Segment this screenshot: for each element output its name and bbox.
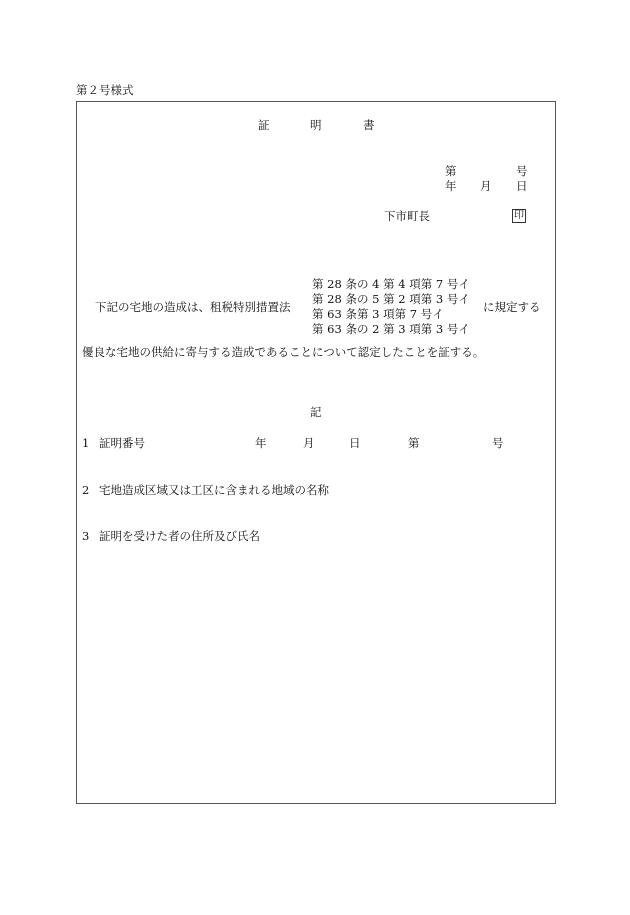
item1-label: 証明番号 xyxy=(99,436,145,450)
title-char-1: 証 xyxy=(258,118,270,132)
title-char-3: 書 xyxy=(363,118,375,132)
item2-label: 宅地造成区域又は工区に含まれる地域の名称 xyxy=(99,483,329,497)
item1-year: 年 xyxy=(255,436,267,450)
statement-suffix: に規定する xyxy=(483,300,541,314)
issuer-name: 下市町長 xyxy=(384,209,430,223)
item1-month: 月 xyxy=(303,436,315,450)
item3-number: 3 xyxy=(82,529,90,543)
title-char-2: 明 xyxy=(310,118,322,132)
item1-number: 1 xyxy=(82,436,90,450)
number-go: 号 xyxy=(516,164,528,178)
form-label: 第２号様式 xyxy=(76,83,134,97)
item3-label: 証明を受けた者の住所及び氏名 xyxy=(99,529,260,543)
item1-go: 号 xyxy=(492,436,504,450)
law-reference-1: 第 28 条の 4 第 4 項第 7 号イ xyxy=(312,277,470,291)
law-reference-2: 第 28 条の 5 第 2 項第 3 号イ xyxy=(312,292,470,306)
date-month: 月 xyxy=(480,179,492,193)
item1-dai: 第 xyxy=(408,436,420,450)
ki-heading: 記 xyxy=(310,405,322,419)
date-year: 年 xyxy=(445,179,457,193)
item1-day: 日 xyxy=(349,436,361,450)
law-reference-4: 第 63 条の 2 第 3 項第 3 号イ xyxy=(312,322,470,336)
statement-line-2: 優良な宅地の供給に寄与する造成であることについて認定したことを証する。 xyxy=(82,345,485,359)
certificate-frame xyxy=(76,101,556,804)
statement-prefix: 下記の宅地の造成は、租税特別措置法 xyxy=(95,300,291,314)
item2-number: 2 xyxy=(82,483,90,497)
law-reference-3: 第 63 条第 3 項第 7 号イ xyxy=(312,307,444,321)
date-day: 日 xyxy=(516,179,528,193)
number-dai: 第 xyxy=(445,164,457,178)
seal-mark: 印 xyxy=(514,210,524,221)
